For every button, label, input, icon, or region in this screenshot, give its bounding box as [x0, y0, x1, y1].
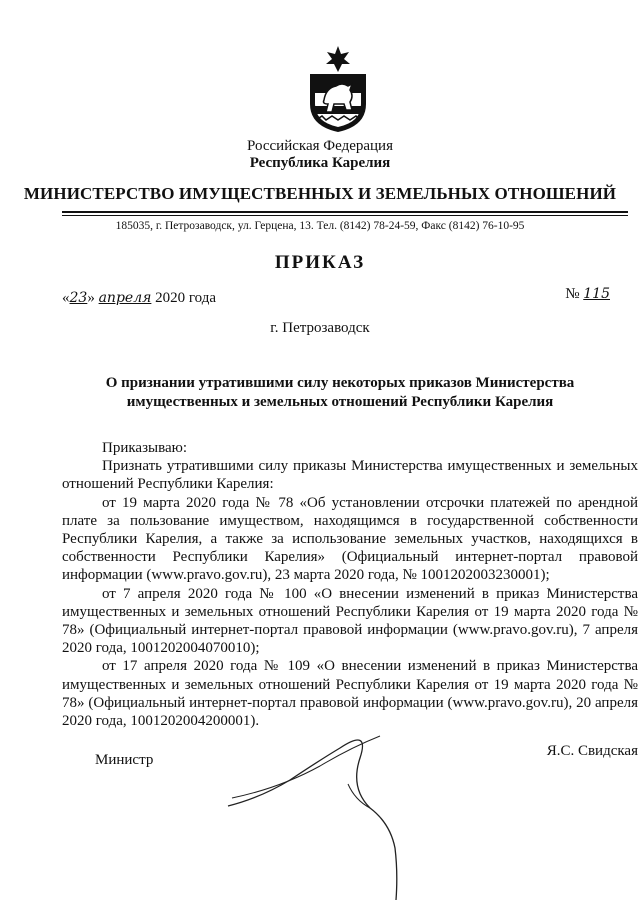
- body-paragraph: от 7 апреля 2020 года № 100 «О внесении изменений в приказ Министерства имущественных и земельных отношений Республики Карелия от 19 марта 2020 года № 78» (Официальный интернет-портал правовой информации (www.pravo.gov.ru), 7 апреля 2020 года, 1001202004070010);: [62, 585, 638, 657]
- date-year: 2020 года: [155, 290, 217, 306]
- body-paragraph: от 17 апреля 2020 года № 109 «О внесении изменений в приказ Министерства имущественных и земельных отношений Республики Карелия от 19 марта 2020 года № 78» (Официальный интернет-портал правовой информации (www.pravo.gov.ru), 20 апреля 2020 года, 1001202004200001).: [62, 658, 638, 730]
- header-divider-thin: [62, 215, 628, 216]
- header-divider-thick: [62, 211, 628, 213]
- date-open-quote: «: [62, 290, 70, 306]
- document-title: ПРИКАЗ: [274, 252, 366, 273]
- date-close-quote: »: [87, 290, 95, 306]
- order-body: [62, 439, 638, 730]
- number-value: 115: [583, 286, 610, 302]
- handwritten-signature: [220, 688, 460, 903]
- order-number: [565, 286, 610, 303]
- republic-name: Республика Карелия: [249, 155, 391, 171]
- date-month: апреля: [98, 290, 152, 306]
- ministry-name: МИНИСТЕРСТВО ИМУЩЕСТВЕННЫХ И ЗЕМЕЛЬНЫХ ОТНОШЕНИЙ: [23, 184, 617, 203]
- karelia-coat-of-arms-icon: [302, 44, 374, 134]
- body-paragraph: от 19 марта 2020 года № 78 «Об установлении отсрочки платежей по арендной плате за пользование имуществом, находящимся в государственной собственности Республики Карелия, а также за использование земельных участков, находящихся в собственности Республики Карелия» (Официальный интернет-портал правовой информации (www.pravo.gov.ru), 23 марта 2020 года, № 1001202003230001);: [62, 494, 638, 584]
- order-city: г. Петрозаводск: [270, 320, 370, 336]
- body-paragraph: Приказываю:: [102, 440, 187, 456]
- body-paragraph: Признать утратившими силу приказы Министерства имущественных и земельных отношений Республики Карелия:: [62, 458, 638, 493]
- signatory-title: Министр: [95, 752, 154, 768]
- date-day: 23: [69, 290, 88, 306]
- order-heading: О признании утратившими силу некоторых приказов Министерства имущественных и земельных отношений Республики Карелия: [105, 375, 575, 410]
- ministry-address: 185035, г. Петрозаводск, ул. Герцена, 13. Тел. (8142) 78-24-59, Факс (8142) 76-10-95: [115, 220, 525, 232]
- order-date: [62, 290, 216, 307]
- signatory-name: Я.С. Свидская: [546, 743, 638, 759]
- number-prefix: №: [565, 286, 580, 302]
- country-name: Российская Федерация: [247, 138, 393, 154]
